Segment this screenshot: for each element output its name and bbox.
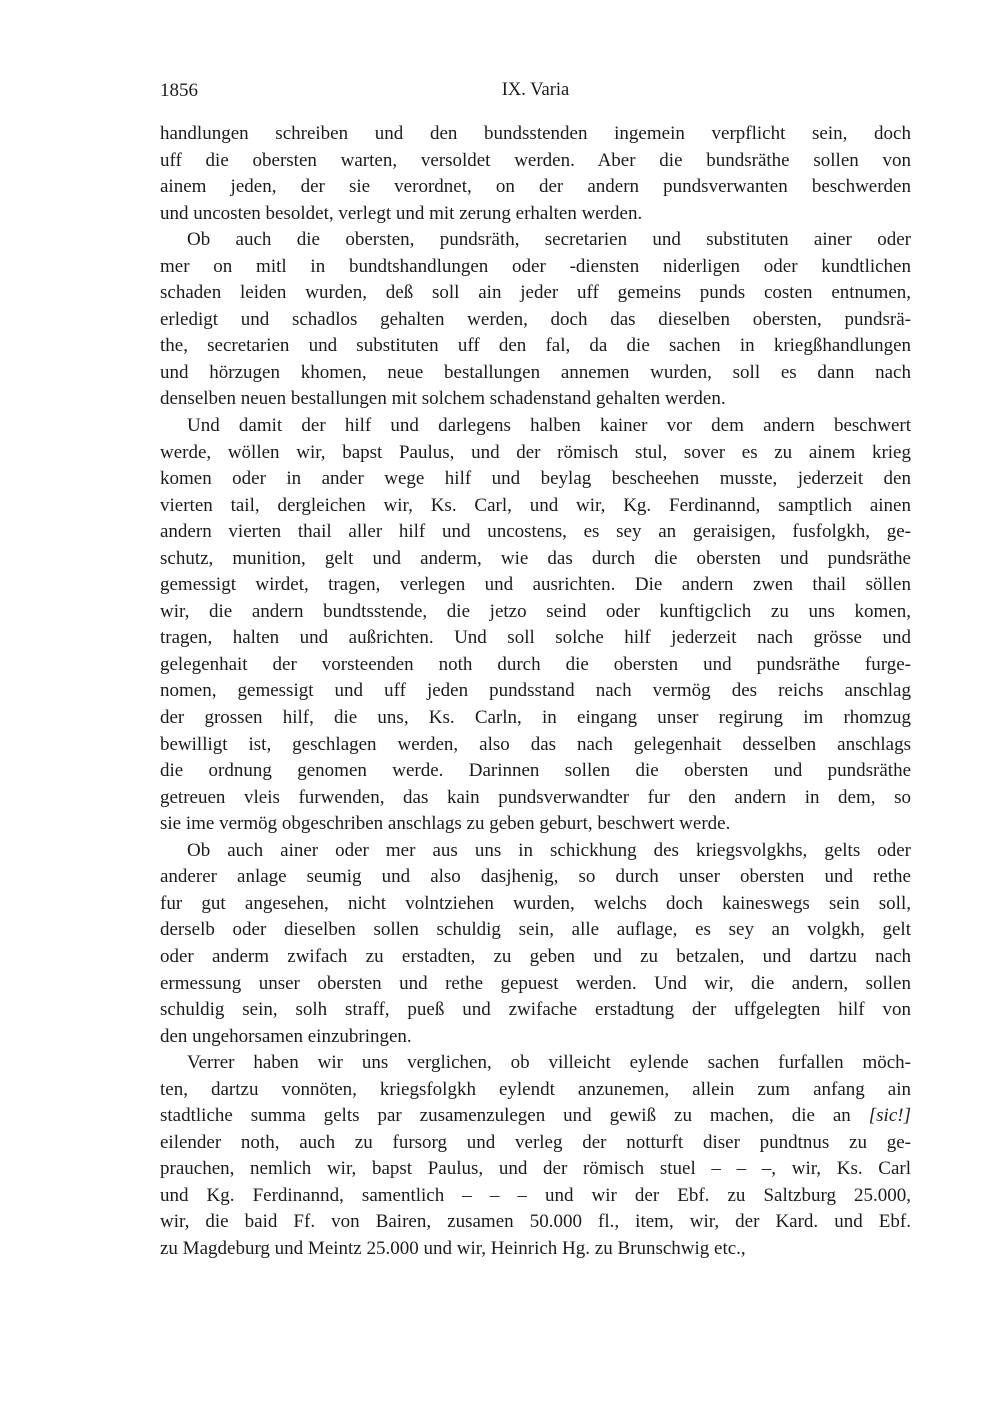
text-line: getreuen vleis furwenden, das kain pundsverwandter fur den andern in dem, so — [160, 786, 911, 808]
text-line: tragen, halten und außrichten. Und soll solche hilf jederzeit nach grösse und — [160, 627, 911, 649]
text-line: werde, wöllen wir, bapst Paulus, und der römisch stul, sover es zu ainem krieg — [160, 441, 911, 463]
sic-note: [sic!] — [868, 1105, 911, 1127]
text-line: anderer anlage seumig und also dasjhenig, so durch unser obersten und rethe — [160, 866, 911, 888]
page-header — [160, 80, 911, 106]
text-line: wir, die baid Ff. von Bairen, zusamen 50.000 fl., item, wir, der Kard. und Ebf. — [160, 1211, 911, 1233]
text-line: sie ime vermög obgeschriben anschlags zu geben geburt, beschwert werde. — [160, 813, 731, 835]
text-line: und hörzugen khomen, neue bestallungen annemen wurden, soll es dann nach — [160, 361, 911, 383]
text-line: schaden leiden wurden, deß soll ain jeder uff gemeins punds costen entnumen, — [160, 282, 911, 304]
text-line: nomen, gemessigt und uff jeden pundsstand nach vermög des reichs anschlag — [160, 680, 911, 702]
paragraph — [160, 121, 911, 227]
text-line: prauchen, nemlich wir, bapst Paulus, und der römisch stuel – – –, wir, Ks. Carl — [160, 1158, 911, 1180]
text-line: the, secretarien und substituten uff den fal, da die sachen in kriegßhandlungen — [160, 335, 911, 357]
paragraph — [160, 1050, 911, 1262]
text-line: Ob auch die obersten, pundsräth, secretarien und substituten ainer oder — [187, 229, 911, 251]
text-line: bewilligt ist, geschlagen werden, also das nach gelegenhait desselben anschlags — [160, 733, 911, 755]
text-line: Ob auch ainer oder mer aus uns in schickhung des kriegsvolgkhs, gelts oder — [187, 839, 911, 861]
text-line: und Kg. Ferdinannd, samentlich – – – und wir der Ebf. zu Saltzburg 25.000, — [160, 1184, 911, 1206]
text-line: stadtliche summa gelts par zusamenzulegen und gewiß zu machen, die an [sic!] — [160, 1105, 911, 1127]
text-line: fur gut angesehen, nicht volntziehen wurden, welchs doch kaineswegs sein soll, — [160, 892, 911, 914]
text-line: uff die obersten warten, versoldet werden. Aber die bundsräthe sollen von — [160, 149, 911, 171]
text-line: die ordnung genomen werde. Darinnen sollen die obersten und pundsräthe — [160, 760, 911, 782]
text-line: denselben neuen bestallungen mit solchem schadenstand gehalten werden. — [160, 388, 726, 410]
text-line: schuldig sein, solh straff, pueß und zwifache erstadtung der uffgelegten hilf von — [160, 999, 911, 1021]
text-line: eilender noth, auch zu fursorg und verleg der notturft diser pundtnus zu ge- — [160, 1131, 911, 1153]
running-title: IX. Varia — [501, 80, 570, 100]
text-line: mer on mitl in bundtshandlungen oder -diensten niderligen oder kundtlichen — [160, 255, 911, 277]
text-line: ermessung unser obersten und rethe gepuest werden. Und wir, die andern, sollen — [160, 972, 911, 994]
paragraph — [160, 838, 911, 1050]
text-line: erledigt und schadlos gehalten werden, doch das dieselben obersten, pundsrä- — [160, 308, 911, 330]
text-line: ainem jeden, der sie verordnet, on der andern pundsverwanten beschwerden — [160, 176, 911, 198]
text-line: und uncosten besoldet, verlegt und mit zerung erhalten werden. — [160, 202, 643, 224]
text-line: den ungehorsamen einzubringen. — [160, 1025, 412, 1047]
text-line: ten, dartzu vonnöten, kriegsfolgkh eylendt anzunemen, allein zum anfang ain — [160, 1078, 911, 1100]
text-line: schutz, munition, gelt und anderm, wie das durch die obersten und pundsräthe — [160, 547, 911, 569]
text-line: wir, die andern bundtsstende, die jetzo seind oder kunftigclich zu uns komen, — [160, 600, 911, 622]
text-line: gelegenhait der vorsteenden noth durch die obersten und pundsräthe furge- — [160, 653, 911, 675]
text-line: komen oder in ander wege hilf und beylag bescheehen musste, jederzeit den — [160, 468, 911, 490]
text-line: handlungen schreiben und den bundsstenden ingemein verpflicht sein, doch — [160, 123, 911, 144]
text-line: Verrer haben wir uns verglichen, ob villeicht eylende sachen furfallen möch- — [187, 1052, 911, 1074]
text-line: zu Magdeburg und Meintz 25.000 und wir, Heinrich Hg. zu Brunschwig etc., — [160, 1237, 746, 1259]
page-number: 1856 — [160, 80, 198, 101]
paragraph — [160, 413, 911, 838]
paragraph — [160, 227, 911, 413]
text-body — [160, 121, 911, 1263]
text-line: derselb oder dieselben sollen schuldig sein, alle auflage, es sey an volgkh, gelt — [160, 919, 911, 941]
text-line: andern vierten thail aller hilf und uncostens, es sey an geraisigen, fusfolgkh, ge- — [160, 521, 911, 543]
text-line: der grossen hilf, die uns, Ks. Carln, in eingang unser regirung im rhomzug — [160, 707, 911, 729]
text-line: oder anderm zwifach zu erstadten, zu geben und zu betzalen, und dartzu nach — [160, 945, 911, 967]
text-line: vierten tail, dergleichen wir, Ks. Carl, und wir, Kg. Ferdinannd, samptlich ainen — [160, 494, 911, 516]
text-column — [160, 80, 911, 1263]
text-line: Und damit der hilf und darlegens halben kainer vor dem andern beschwert — [187, 415, 911, 437]
text-line: gemessigt wirdet, tragen, verlegen und ausrichten. Die andern zwen thail söllen — [160, 574, 911, 596]
